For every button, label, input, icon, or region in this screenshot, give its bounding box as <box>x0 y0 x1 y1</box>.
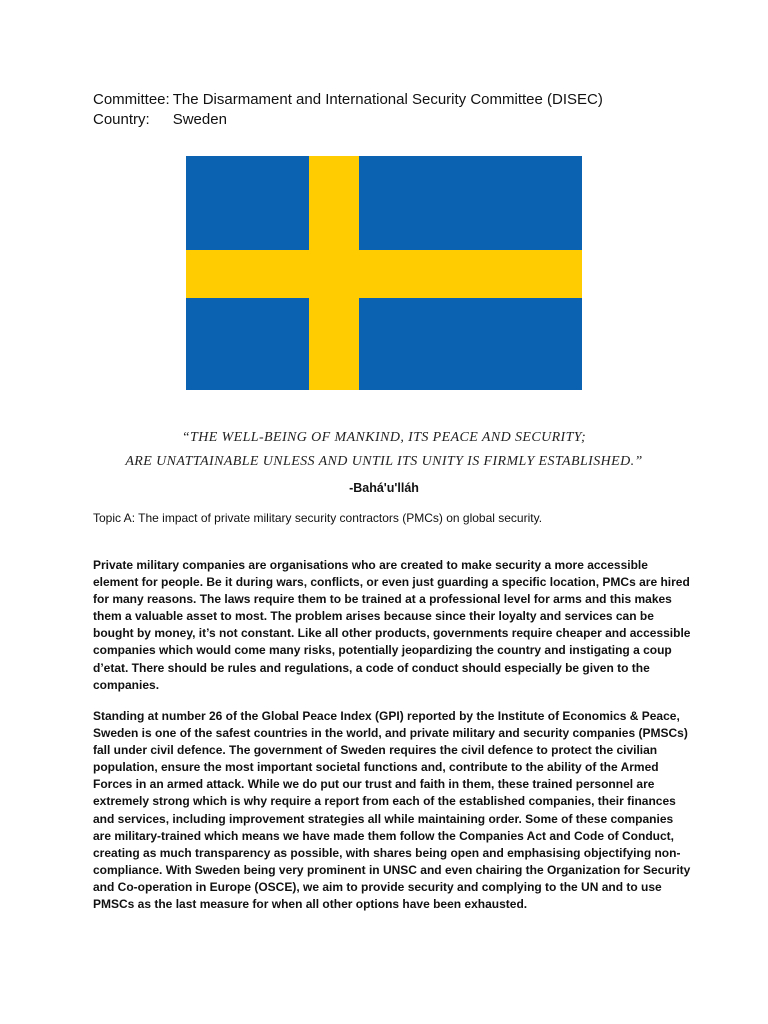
paragraph-1: Private military companies are organisations who are created to make security a more accessible element for people. Be it during wars, conflicts, or even just guarding a specific location, PMCs are hired for many reasons. The laws require them to be trained at a professional level for arms and this makes them a valuable asset to most. The problem arises because since their loyalty and services can be bought by money, it’s not constant. Like all other products, governments require cheaper and accessible companies which would come many risks, potentially jeopardizing the country and instigating a coup d’etat. There should be rules and regulations, a code of conduct should especially be given to the companies. <box>93 558 691 692</box>
committee-value: The Disarmament and International Security Committee (DISEC) <box>172 91 603 108</box>
committee-line <box>93 90 603 110</box>
sweden-flag <box>186 156 582 390</box>
flag-cross-horizontal <box>186 250 582 298</box>
country-value: Sweden <box>172 111 227 128</box>
quote-line-2: ARE UNATTAINABLE UNLESS AND UNTIL ITS UNITY IS FIRMLY ESTABLISHED.” <box>125 454 643 469</box>
country-line <box>93 110 603 130</box>
document-header <box>93 90 603 130</box>
quote-line-1: “THE WELL-BEING OF MANKIND, ITS PEACE AND SECURITY; <box>181 430 587 445</box>
country-label: Country: <box>93 111 150 128</box>
quote-author: -Bahá'u'lláh <box>349 481 419 495</box>
paragraph-2: Standing at number 26 of the Global Peace Index (GPI) reported by the Institute of Economics & Peace, Sweden is one of the safest countries in the world, and private military and security companies (PMSCs) fall under civil defence. The government of Sweden requires the civil defence to protect the civilian population, ensure the most important societal functions and, contribute to the ability of the Armed Forces in an armed attack. While we do put our trust and faith in them, these trained personnel are extremely strong which is why require a report from each of the established companies, their finances and services, including improvement strategies all while maintaining order. Some of these companies are military-trained which means we have made them follow the Companies Act and Code of Conduct, creating as much transparency as possible, with shares being open and emphasising objectifying non-compliance. With Sweden being very prominent in UNSC and even chairing the Organization for Security and Co-operation in Europe (OSCE), we aim to provide security and complying to the UN and to use PMSCs as the last measure for when all other options have been exhausted. <box>93 709 691 912</box>
committee-label: Committee: <box>93 91 170 108</box>
topic-heading: Topic A: The impact of private military security contractors (PMCs) on global security. <box>93 511 543 525</box>
